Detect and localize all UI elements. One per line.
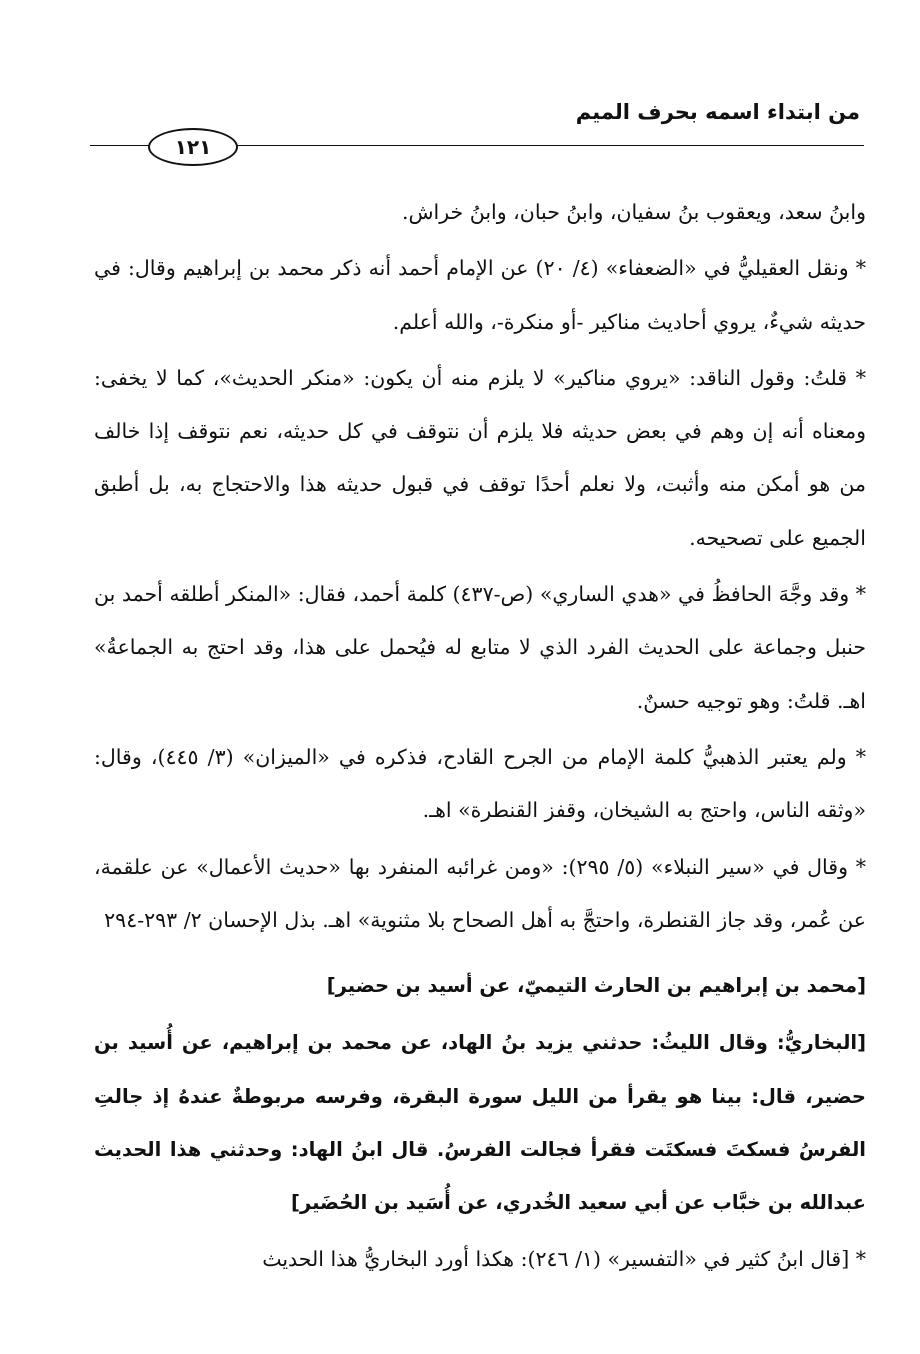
main-text xyxy=(94,186,866,1286)
paragraph-5: * ولم يعتبر الذهبيُّ كلمة الإمام من الجرح القادح، فذكره في «الميزان» (٣/ ٤٤٥)، وقال: «وثقه الناس، واحتج به الشيخان، وقفز القنطرة» اهـ. xyxy=(94,744,866,823)
paragraph-last: * [قال ابنُ كثير في «التفسير» (١/ ٢٤٦): هكذا أورد البخاريُّ هذا الحديث xyxy=(262,1246,866,1271)
paragraph-2: * ونقل العقيليُّ في «الضعفاء» (٤/ ٢٠) عن الإمام أحمد أنه ذكر محمد بن إبراهيم وقال: في حديثه شيءٌ، يروي أحاديث مناكير -أو منكرة-، والله أعلم. xyxy=(94,256,866,334)
paragraph-3: * قلتُ: وقول الناقد: «يروي مناكير» لا يلزم منه أن يكون: «منكر الحديث»، كما لا يخفى: ومعناه أنه إن وهم في بعض حديثه فلا يلزم أن نتوقف في كل حديثه، نعم نتوقف إذا خالف من هو أمكن منه وأثبت، ولا نعلم أحدًا توقف في قبول حديثه هذا والاحتجاج به، بل أطبق الجميع على تصحيحه. xyxy=(94,365,866,550)
paragraph-1: وابنُ سعد، ويعقوب بنُ سفيان، وابنُ حبان، وابنُ خراش. xyxy=(401,200,866,224)
paragraph-4: * وقد وجَّهَ الحافظُ في «هدي الساري» (ص-٤٣٧) كلمة أحمد، فقال: «المنكر أطلقه أحمد بن حنبل وجماعة على الحديث الفرد الذي لا متابع له فيُحمل على هذا، وقد احتج به الجماعةُ» اهـ. قلتُ: وهو توجيه حسنٌ. xyxy=(94,582,866,713)
section-heading: [محمد بن إبراهيم بن الحارث التيميّ، عن أسيد بن حضير] xyxy=(326,974,866,998)
page-number-badge: ١٢١ xyxy=(148,128,238,166)
paragraph-6: * وقال في «سير النبلاء» (٥/ ٢٩٥): «ومن غرائبه المنفرد بها «حديث الأعمال» عن علقمة، عن عُمر، وقد جاز القنطرة، واحتجَّ به أهل الصحاح بلا مثنوية» اهـ. بذل الإحسان ٢/ ٢٩٣-٢٩٤ xyxy=(94,854,867,932)
running-head-title: من ابتداء اسمه بحرف الميم xyxy=(575,100,860,124)
bukhari-quote-paragraph: [البخاريُّ: وقال الليثُ: حدثني يزيد بنُ الهاد، عن محمد بن إبراهيم، عن أُسيد بن حضير، قال: بينا هو يقرأ من الليل سورة البقرة، وفرسه مربوطةٌ عندهُ إذ جالتِ الفرسُ فسكتَ فسكتَت فقرأ فجالت الفرسُ. قال ابنُ الهاد: وحدثني هذا الحديث عبدالله بن خبَّاب عن أبي سعيد الخُدري، عن أُسَيد بن الحُضَير] xyxy=(94,1031,866,1215)
